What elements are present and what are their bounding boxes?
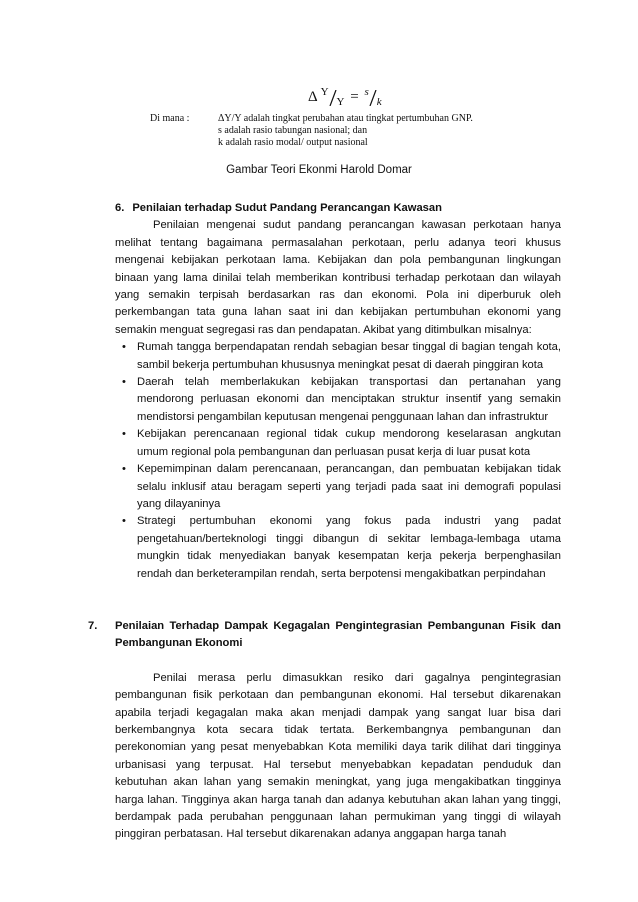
section-7-title: Penilaian Terhadap Dampak Kegagalan Pengintegrasian Pembangunan Fisik dan Pembangunan Ekonomi <box>115 620 561 650</box>
list-item <box>115 513 561 583</box>
slash-icon <box>329 90 337 106</box>
formula-denominator: Y <box>336 96 345 108</box>
list-item-text: Rumah tangga berpendapatan rendah sebagian besar tinggal di bagian tengah kota, sambil bekerja pertumbuhan khususnya meningkat pesat di daerah pinggiran kota <box>137 341 561 371</box>
formula-numerator: Y <box>320 86 329 98</box>
list-item <box>115 339 561 374</box>
section-6-bullet-list <box>115 339 561 583</box>
bullet-icon: • <box>122 341 126 354</box>
section-7-number: 7. <box>88 620 98 632</box>
list-item-text: Kepemimpinan dalam perencanaan, perancangan, dan pembuatan kebijakan tidak selalu inklusif atau beragam seperti yang terjadi pada saat ini demografi populasi yang dilayaninya <box>137 463 561 510</box>
list-item-text: Strategi pertumbuhan ekonomi yang fokus pada industri yang padat pengetahuan/berteknologi tinggi dibangun di sekitar lembaga-lembaga utama mungkin tidak menyediakan banyak kesempatan kerja pekerja berpenghasilan rendah dan berketerampilan rendah, serta berpotensi mengakibatkan perpindahan <box>137 515 561 580</box>
growth-formula <box>308 86 382 108</box>
definition-line: ΔY/Y adalah tingkat perubahan atau tingkat pertumbuhan GNP. <box>218 113 473 124</box>
bullet-icon: • <box>122 515 126 528</box>
bullet-icon: • <box>122 376 126 389</box>
formula-k: k <box>376 96 382 108</box>
formula-delta: Δ <box>308 89 317 105</box>
definition-label: Di mana : <box>150 113 190 124</box>
section-6-paragraph: Penilaian mengenai sudut pandang perancangan kawasan perkotaan hanya melihat tentang bagaimana permasalahan perkotaan, perlu adanya teori khusus mengenai kebijakan perkotaan lama. Kebijakan dan pola pembangunan lingkungan binaan yang lama dinilai telah memberikan kontribusi terhadap perkotaan dan wilayah yang semakin terpisah berdasarkan ras dan ekonomi. Pola ini diperburuk oleh perkembangan tata guna lahan saat ini dan kebijakan pertumbuhan ekonomi yang semakin menguat segregasi ras dan pendapatan. Akibat yang ditimbulkan misalnya: <box>115 219 561 336</box>
section-6-number: 6. <box>115 202 125 214</box>
list-item <box>115 426 561 461</box>
bullet-icon: • <box>122 463 126 476</box>
formula-s: s <box>364 86 369 98</box>
bullet-icon: • <box>122 428 126 441</box>
figure-caption: Gambar Teori Ekonmi Harold Domar <box>226 164 412 176</box>
list-item <box>115 374 561 426</box>
definition-line: s adalah rasio tabungan nasional; dan <box>218 125 368 136</box>
section-7-paragraph: Penilai merasa perlu dimasukkan resiko dari gagalnya pengintegrasian pembangunan fisik perkotaan dan pembangunan ekonomi. Hal tersebut dikarenakan apabila terjadi kegagalan maka akan menjadi dampak yang sangat luar bisa dari berkembangnya kota secara tidak tertata. Berkembangnya pembangunan dan perekonomian yang pesat menyebabkan Kota memiliki daya tarik dilihat dari tingginya urbanisasi yang terpusat. Hal tersebut menyebabkan kepadatan penduduk dan kebutuhan akan lahan yang semakin meningkat, yang juga mengakibatkan tingginya harga lahan. Tingginya akan harga tanah dan adanya kebutuhan akan lahan yang tinggi, berdampak pada perubahan penggunaan lahan permukiman yang tinggi di wilayah pinggiran perbatasan. Hal tersebut dikarenakan adanya anggapan harga tanah <box>115 671 561 841</box>
definition-line: k adalah rasio modal/ output nasional <box>218 137 368 148</box>
formula-y-fraction <box>321 86 345 108</box>
slash-icon <box>369 90 377 106</box>
section-6 <box>115 200 561 583</box>
section-6-title: Penilaian terhadap Sudut Pandang Perancangan Kawasan <box>132 202 442 214</box>
definition-lines <box>218 113 473 149</box>
formula-equals: = <box>350 89 359 105</box>
list-item-text: Kebijakan perencanaan regional tidak cukup mendorong keselarasan angkutan umum regional pola pembangunan dan perluasan pusat kerja di luar pusat kota <box>137 428 561 458</box>
list-item <box>115 461 561 513</box>
section-6-heading <box>115 200 561 217</box>
list-item-text: Daerah telah memberlakukan kebijakan transportasi dan pertanahan yang mendorong perluasan ekonomi dan menciptakan struktur insentif yang semakin mendistorsi pengambilan keputusan mengenai penggunaan lahan dan infrastruktur <box>137 376 561 423</box>
section-7 <box>115 618 561 844</box>
formula-s-k-fraction <box>364 86 381 108</box>
